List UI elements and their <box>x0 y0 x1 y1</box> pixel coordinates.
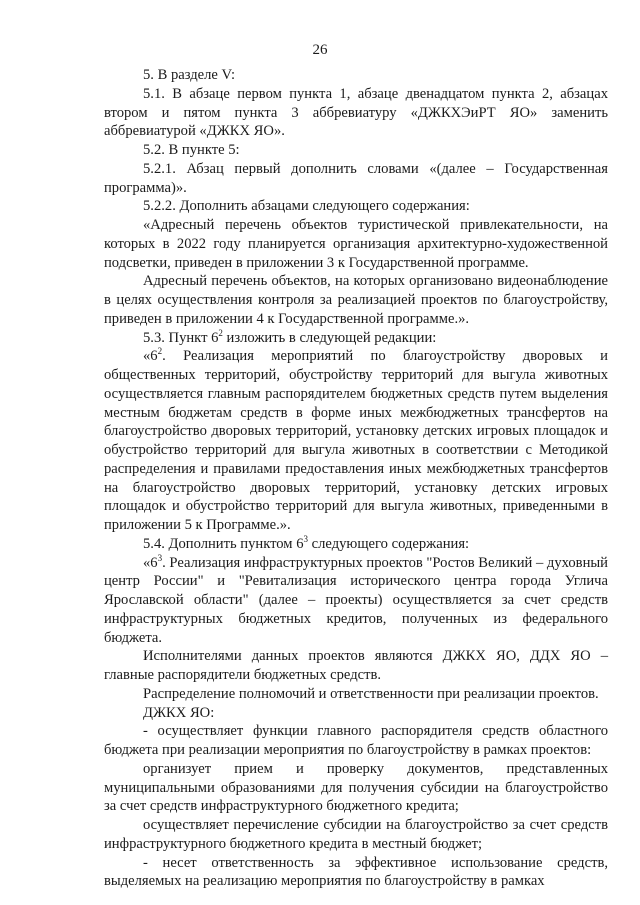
paragraph-video-surveillance: Адресный перечень объектов, на которых организовано видеонаблюдение в целях осуществления контроля за реализацией проектов по благоустройству, приведен в приложении 4 к Государственной программе.». <box>104 273 608 327</box>
page-number: 26 <box>312 42 328 58</box>
paragraph-executors: Исполнителями данных проектов являются ДЖКХ ЯО, ДДХ ЯО – главные распорядители бюджетных средств. <box>104 648 608 683</box>
paragraph-6-2-pre: «6 <box>143 348 158 365</box>
paragraph-5-3 <box>104 329 608 348</box>
paragraph-djkh-heading: ДЖКХ ЯО: <box>143 704 215 721</box>
paragraph-6-2 <box>104 347 608 535</box>
paragraph-duty-2: организует прием и проверку документов, представленных муниципальными образованиями для получения субсидии на благоустройство за счет средств инфраструктурного бюджетного кредита; <box>104 760 608 815</box>
paragraph-5-3-post: изложить в следующей редакции: <box>222 329 437 346</box>
paragraph-section-5: 5. В разделе V: <box>143 67 236 83</box>
paragraph-5-4 <box>104 535 608 554</box>
paragraph-6-3 <box>104 554 608 648</box>
paragraph-6-2-post: . Реализация мероприятий по благоустройству дворовых и общественных территорий, обустройству территорий для выгула животных осуществляется главным распорядителем бюджетных средств путем выделения местным бюджетам средств в форме иных межбюджетных трансфертов на благоустройство дворовых территорий, установку детских игровых площадок и обустройство территорий для выгула животных в соответствии с Методикой распределения и правилами предоставления иных межбюджетных трансфертов на благоустройство дворовых территорий, установку детских игровых площадок и обустройство территорий для выгула животных, приведенными в приложении 5 к Программе.». <box>104 348 608 533</box>
paragraph-5-4-pre: 5.4. Дополнить пунктом 6 <box>143 535 304 552</box>
paragraph-5-2-1: 5.2.1. Абзац первый дополнить словами «(далее – Государственная программа)». <box>104 160 608 196</box>
paragraph-6-3-post: . Реализация инфраструктурных проектов "Ростов Великий – духовный центр России" и "Ревитализация исторического центра города Углича Ярославской области" (далее – проекты) осуществляется за счет средств инфраструктурных бюджетных кредитов, полученных из федерального бюджета. <box>104 554 608 646</box>
paragraph-5-2-2: 5.2.2. Дополнить абзацами следующего содержания: <box>143 198 470 215</box>
paragraph-duty-4: - несет ответственность за эффективное использование средств, выделяемых на реализацию мероприятия по благоустройству в рамках <box>104 854 608 890</box>
paragraph-distribution: Распределение полномочий и ответственности при реализации проектов. <box>143 685 599 702</box>
superscript: 3 <box>157 552 163 563</box>
superscript: 2 <box>218 327 223 338</box>
paragraph-duty-3: осуществляет перечисление субсидии на благоустройство за счет средств инфраструктурного бюджетного кредита в местный бюджет; <box>104 817 608 852</box>
paragraph-duty-1: - осуществляет функции главного распорядителя средств областного бюджета при реализации мероприятия по благоустройству в рамках проектов: <box>104 723 608 758</box>
paragraph-tourist-objects: «Адресный перечень объектов туристической привлекательности, на которых в 2022 году планируется организация архитектурно-художественной подсветки, приведен в приложении 3 к Государственной программе. <box>104 217 608 271</box>
paragraph-6-3-pre: «6 <box>143 554 158 571</box>
paragraph-5-4-post: следующего содержания: <box>308 535 470 552</box>
document-body <box>104 66 608 891</box>
superscript: 2 <box>157 346 163 357</box>
paragraph-5-2: 5.2. В пункте 5: <box>143 142 240 158</box>
superscript: 3 <box>303 533 308 544</box>
paragraph-5-3-pre: 5.3. Пункт 6 <box>143 329 219 346</box>
paragraph-5-1: 5.1. В абзаце первом пункта 1, абзаце двенадцатом пункта 2, абзацах втором и пятом пункта 3 аббревиатуру «ДЖКХЭиРТ ЯО» заменить аббревиатурой «ДЖКХ ЯО». <box>104 85 608 140</box>
